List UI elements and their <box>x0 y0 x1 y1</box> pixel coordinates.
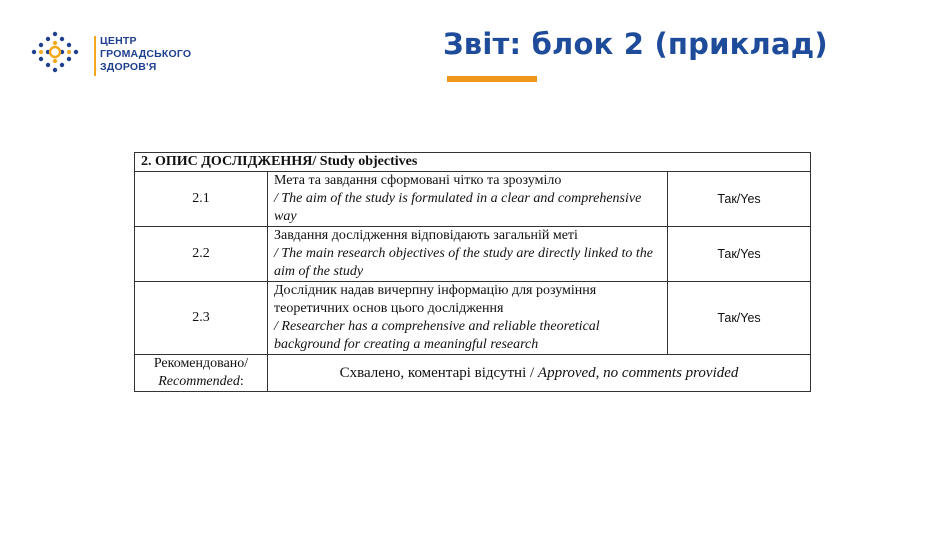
recommendation-label <box>135 355 268 392</box>
item-criterion <box>268 172 668 227</box>
item-number: 2.1 <box>135 172 268 227</box>
logo-divider <box>94 36 96 76</box>
org-name-line-2: ГРОМАДСЬКОГО <box>100 48 192 60</box>
org-name <box>100 35 191 74</box>
item-number: 2.3 <box>135 282 268 355</box>
recommendation-value-uk: Схвалено, коментарі відсутні / <box>339 365 538 381</box>
study-objectives-table <box>134 152 811 392</box>
recommendation-label-en-line <box>141 373 261 391</box>
item-answer: Так/Yes <box>668 172 811 227</box>
table-row <box>135 227 811 282</box>
org-logo-mark-icon <box>28 30 88 86</box>
org-name-line-1: ЦЕНТР <box>100 35 137 47</box>
item-number: 2.2 <box>135 227 268 282</box>
criterion-uk: Мета та завдання сформовані чітко та зрозуміло <box>274 173 562 188</box>
criterion-en: / The aim of the study is formulated in a clear and comprehensive way <box>274 191 642 224</box>
recommendation-label-uk: Рекомендовано/ <box>153 356 249 371</box>
org-name-line-3: ЗДОРОВ'Я <box>100 61 157 73</box>
section-title: 2. ОПИС ДОСЛІДЖЕННЯ/ Study objectives <box>135 153 811 172</box>
section-header-row <box>135 153 811 172</box>
criterion-en: / Researcher has a comprehensive and reliable theoretical background for creating a meaningful research <box>274 319 600 352</box>
criterion-uk: Завдання дослідження відповідають загальній меті <box>274 228 578 243</box>
item-criterion <box>268 227 668 282</box>
criterion-uk: Дослідник надав вичерпну інформацію для розуміння теоретичних основ цього дослідження <box>274 283 597 316</box>
recommendation-label-en: Recommended <box>158 374 240 389</box>
recommendation-label-colon: : <box>239 374 244 389</box>
table-row <box>135 282 811 355</box>
criterion-en: / The main research objectives of the study are directly linked to the aim of the study <box>274 246 653 279</box>
report-table-image <box>134 152 811 389</box>
table-row <box>135 172 811 227</box>
recommendation-row <box>135 355 811 392</box>
title-underline <box>447 76 537 82</box>
item-criterion <box>268 282 668 355</box>
item-answer: Так/Yes <box>668 282 811 355</box>
slide-title: Звіт: блок 2 (приклад) <box>443 27 828 61</box>
org-logo <box>28 30 198 86</box>
recommendation-value-en: Approved, no comments provided <box>537 365 739 381</box>
recommendation-value <box>268 355 811 392</box>
item-answer: Так/Yes <box>668 227 811 282</box>
